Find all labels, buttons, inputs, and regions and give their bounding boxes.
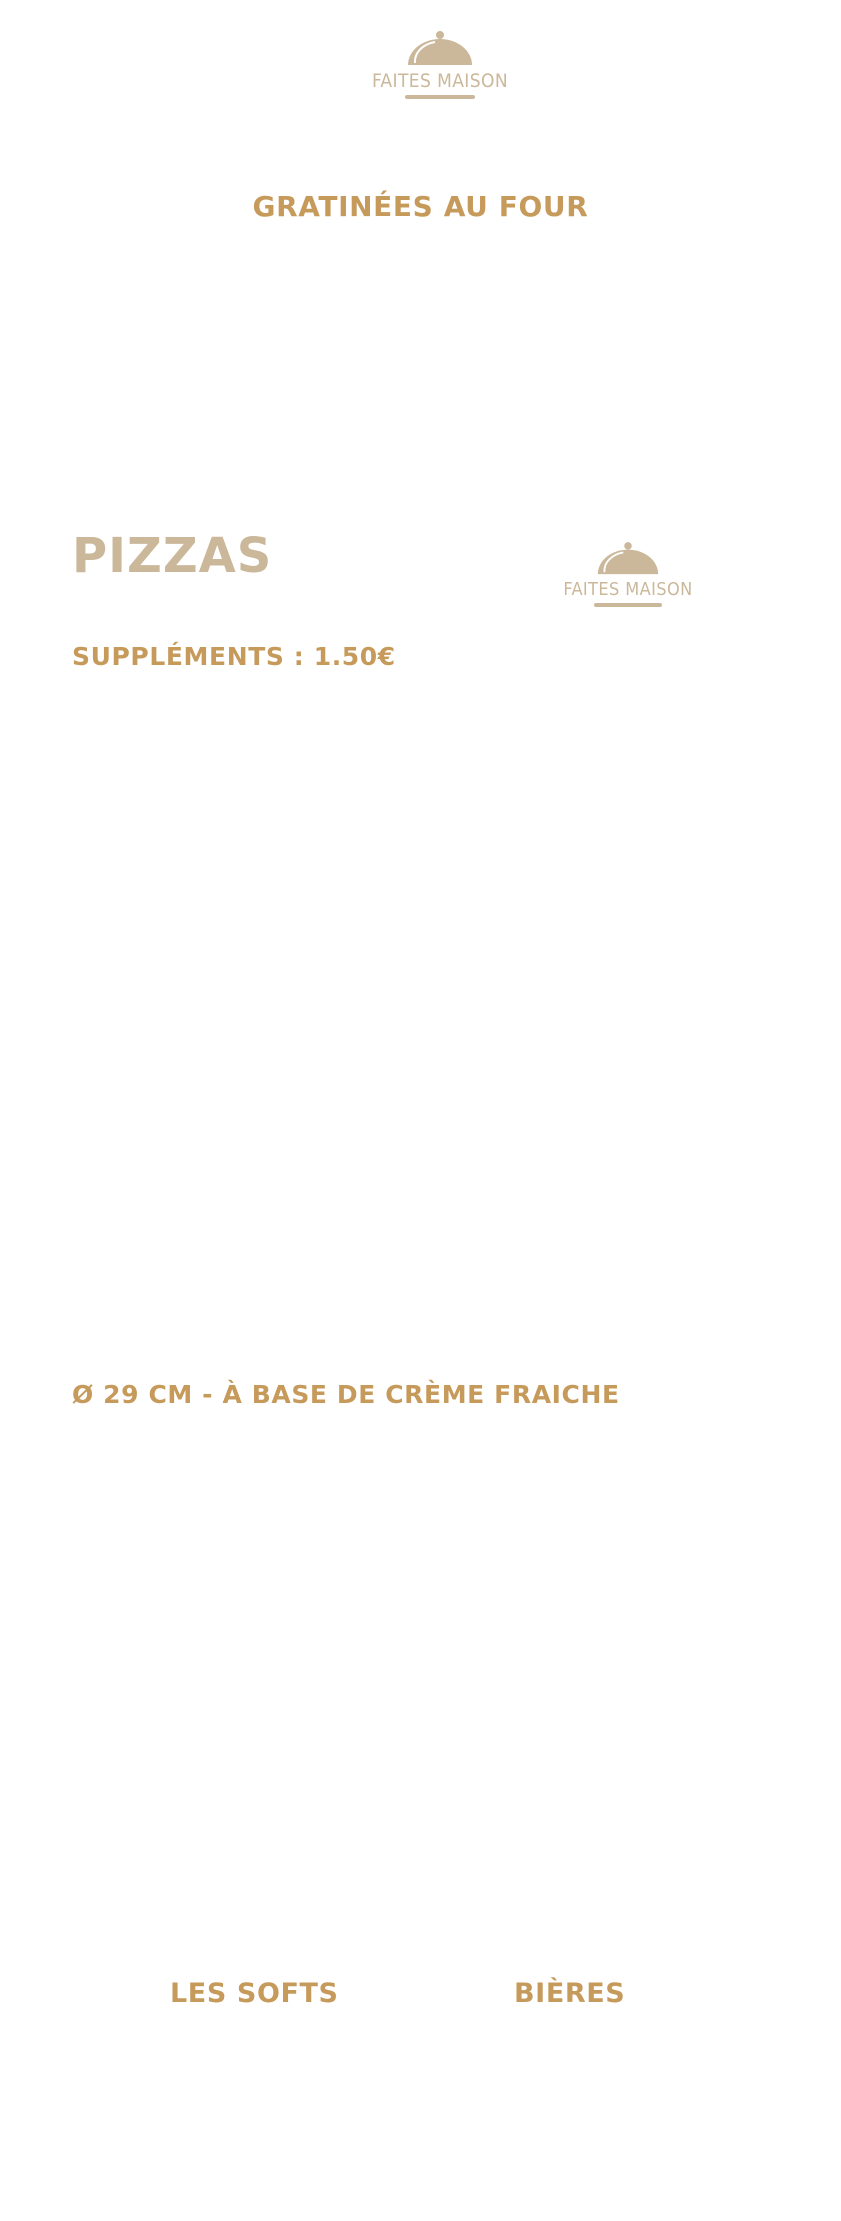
supplements-heading: SUPPLÉMENTS : 1.50€ [72,642,396,671]
cloche-icon [405,30,475,70]
faites-maison-logo-top [355,30,525,99]
section-title-pizzas: PIZZAS [72,528,273,584]
cloche-icon [595,541,661,579]
logo-text: FAITES MAISON [563,579,693,600]
logo-text: FAITES MAISON [371,70,509,92]
faites-maison-logo-pizzas [552,541,704,607]
section-title-softs: LES SOFTS [170,1978,339,2009]
creme-base-heading: Ø 29 CM - À BASE DE CRÈME FRAICHE [72,1380,620,1409]
logo-underline [594,603,662,607]
section-title-bieres: BIÈRES [514,1978,626,2009]
logo-underline [405,95,475,99]
section-title-gratinees: GRATINÉES AU FOUR [252,190,589,223]
